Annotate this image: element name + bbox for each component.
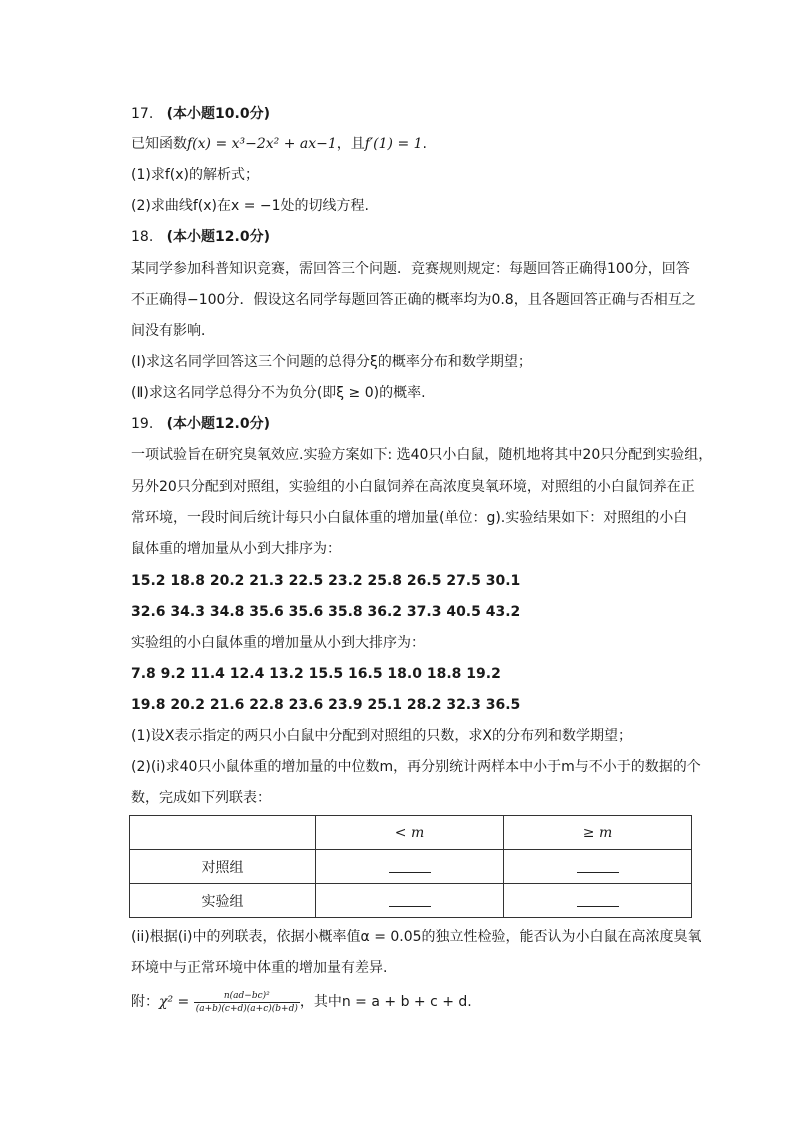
q18-score: (本小题12.0分) (166, 229, 270, 245)
q19-part2-line2: 数，完成如下列联表： (131, 790, 271, 806)
q17-function: f(x) = x³−2x² + ax−1 (187, 136, 337, 152)
q19-stem-line1: 一项试验旨在研究臭氧效应.实验方案如下: 选40只小白鼠，随机地将其中20只分配到实验组， (131, 447, 713, 463)
table-row (130, 884, 692, 918)
q18-part1: (Ⅰ)求这名同学回答这三个问题的总得分ξ的概率分布和数学期望； (131, 354, 532, 370)
chi-square-fraction (194, 990, 300, 1015)
blank-cell (316, 884, 504, 918)
experiment-data-row2: 19.8 20.2 21.6 22.8 23.6 23.9 25.1 28.2 32.3 36.5 (131, 697, 521, 713)
q17-part1: (1)求f(x)的解析式； (131, 167, 259, 183)
appendix-tail: ，其中n = a + b + c + d. (299, 994, 472, 1010)
q19-part3-line1: (ii)根据(i)中的列联表，依据小概率值α = 0.05的独立性检验，能否认为小白鼠在高浓度臭氧 (131, 929, 702, 945)
q18-part2: (Ⅱ)求这名同学总得分不为负分(即ξ ≥ 0)的概率. (131, 385, 426, 401)
q19-stem-line4: 鼠体重的增加量从小到大排序为： (131, 541, 341, 557)
table-row (130, 850, 692, 884)
chi-square-symbol: χ² = (159, 994, 190, 1010)
header-not-less-than-m: ≥ m (504, 816, 692, 850)
q19-header (131, 414, 270, 434)
appendix-formula (131, 988, 472, 1016)
q17-score: (本小题10.0分) (166, 106, 270, 122)
q19-part3-line2: 环境中与正常环境中体重的增加量有差异. (131, 960, 388, 976)
table-header-row (130, 816, 692, 850)
q19-part2-line1: (2)(i)求40只小鼠体重的增加量的中位数m，再分别统计两样本中小于m与不小于的数据的个 (131, 759, 701, 775)
table-corner-cell (130, 816, 316, 850)
q18-stem-line3: 间没有影响． (131, 323, 215, 339)
q19-number: 19. (131, 416, 154, 432)
q19-stem-line3: 常环境，一段时间后统计每只小白鼠体重的增加量(单位：g).实验结果如下：对照组的小白 (131, 510, 688, 526)
q19-stem-line2: 另外20只分配到对照组，实验组的小白鼠饲养在高浓度臭氧环境，对照组的小白鼠饲养在正 (131, 479, 695, 495)
q19-score: (本小题12.0分) (166, 416, 270, 432)
q18-stem-line1: 某同学参加科普知识竞赛，需回答三个问题．竞赛规则规定：每题回答正确得100分，回答 (131, 261, 690, 277)
q17-condition: f′(1) = 1 (364, 136, 423, 152)
answer-blank (389, 860, 431, 873)
q17-stem-b: ，且 (336, 136, 365, 152)
answer-blank (577, 894, 619, 907)
q19-stem-line5: 实验组的小白鼠体重的增加量从小到大排序为： (131, 635, 425, 651)
blank-cell (504, 884, 692, 918)
blank-cell (316, 850, 504, 884)
fraction-numerator: n(ad−bc)² (194, 990, 300, 1003)
q17-stem-a: 已知函数 (131, 136, 187, 152)
answer-blank (577, 860, 619, 873)
row-label-control: 对照组 (130, 850, 316, 884)
q17-part2: (2)求曲线f(x)在x = −1处的切线方程. (131, 198, 369, 214)
q18-number: 18. (131, 229, 154, 245)
q18-stem-line2: 不正确得−100分．假设这名同学每题回答正确的概率均为0.8，且各题回答正确与否相互之 (131, 292, 696, 308)
experiment-data-row1: 7.8 9.2 11.4 12.4 13.2 15.5 16.5 18.0 18.8 19.2 (131, 666, 501, 682)
header-less-than-m: < m (316, 816, 504, 850)
contingency-table (129, 815, 692, 918)
q17-stem-end: . (422, 136, 427, 152)
q17-header (131, 104, 270, 124)
q17-number: 17. (131, 106, 154, 122)
fraction-denominator: (a+b)(c+d)(a+c)(b+d) (195, 1003, 298, 1014)
control-data-row1: 15.2 18.8 20.2 21.3 22.5 23.2 25.8 26.5 27.5 30.1 (131, 573, 521, 589)
q17-stem (131, 134, 427, 154)
answer-blank (389, 894, 431, 907)
appendix-label: 附： (131, 994, 159, 1010)
blank-cell (504, 850, 692, 884)
row-label-experiment: 实验组 (130, 884, 316, 918)
control-data-row2: 32.6 34.3 34.8 35.6 35.6 35.8 36.2 37.3 40.5 43.2 (131, 604, 521, 620)
q19-part1: (1)设X表示指定的两只小白鼠中分配到对照组的只数，求X的分布列和数学期望； (131, 728, 633, 744)
q18-header (131, 227, 270, 247)
